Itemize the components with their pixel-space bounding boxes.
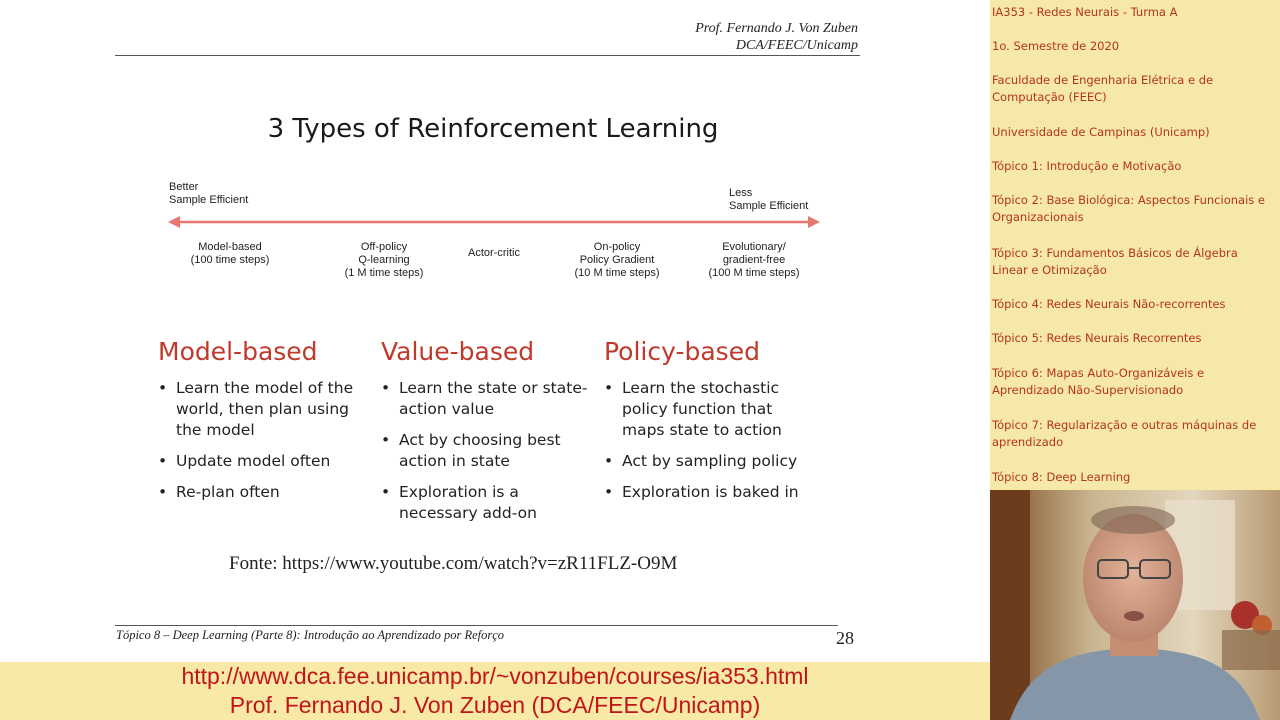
footer-topic: Tópico 8 – Deep Learning (Parte 8): Introdução ao Aprendizado por Reforço: [116, 628, 505, 642]
footer-divider: [115, 625, 838, 626]
double-arrow-icon: [168, 214, 820, 236]
spectrum-right-label: Less Sample Efficient: [729, 187, 809, 212]
presenter-video-image: [990, 490, 1280, 720]
list-item-text: Learn the stochastic policy function that maps state to action: [622, 379, 782, 439]
source-citation: Fonte: https://www.youtube.com/watch?v=zR11FLZ-O9M: [229, 553, 678, 574]
list-item-text: Act by choosing best action in state: [399, 431, 561, 470]
list-item: [604, 378, 814, 441]
bullet-list: [604, 378, 814, 503]
list-item-text: Learn the state or state-action value: [399, 379, 588, 418]
outline-item-topic-5[interactable]: Tópico 5: Redes Neurais Recorrentes: [992, 331, 1202, 345]
list-item: [604, 482, 814, 503]
outline-item-course[interactable]: IA353 - Redes Neurais - Turma A: [992, 5, 1178, 19]
bullet-list: [381, 378, 591, 524]
bullet-icon: •: [158, 379, 168, 397]
spectrum-item-actor-critic: Actor-critic: [468, 247, 520, 259]
list-item-text: Act by sampling policy: [622, 452, 798, 470]
bullet-icon: •: [381, 431, 391, 449]
header-author: Prof. Fernando J. Von Zuben: [695, 21, 858, 36]
list-item-text: Learn the model of the world, then plan using the model: [176, 379, 354, 439]
column-heading: Policy-based: [604, 337, 760, 366]
spectrum-item-model-based: Model-based (100 time steps): [190, 241, 270, 266]
course-banner: [0, 662, 990, 720]
list-item: [381, 482, 591, 524]
outline-item-topic-6[interactable]: Tópico 6: Mapas Auto-Organizáveis e Aprendizado Não-Supervisionado: [992, 366, 1205, 397]
outline-item-semester[interactable]: 1o. Semestre de 2020: [992, 39, 1120, 53]
presenter-webcam: [990, 490, 1280, 720]
column-heading: Model-based: [158, 337, 318, 366]
list-item: [158, 378, 368, 441]
spectrum-item-off-policy: Off-policy Q-learning (1 M time steps): [344, 241, 424, 279]
outline-item-topic-8[interactable]: Tópico 8: Deep Learning: [992, 470, 1131, 484]
topic-outline-panel: [990, 0, 1280, 490]
outline-item-university[interactable]: Universidade de Campinas (Unicamp): [992, 125, 1210, 139]
column-value-based: [381, 336, 591, 534]
outline-item-topic-7[interactable]: Tópico 7: Regularização e outras máquinas de aprendizado: [992, 418, 1257, 449]
header-department: DCA/FEEC/Unicamp: [735, 38, 858, 53]
header-divider: [115, 55, 860, 56]
bullet-icon: •: [158, 452, 168, 470]
bullet-icon: •: [381, 483, 391, 501]
professor-credit: Prof. Fernando J. Von Zuben (DCA/FEEC/Unicamp): [229, 692, 761, 718]
outline-item-topic-4[interactable]: Tópico 4: Redes Neurais Não-recorrentes: [992, 297, 1226, 311]
column-heading: Value-based: [381, 337, 535, 366]
list-item: [381, 430, 591, 472]
outline-item-topic-2[interactable]: Tópico 2: Base Biológica: Aspectos Funcionais e Organizacionais: [992, 193, 1265, 224]
list-item-text: Exploration is a necessary add-on: [399, 483, 537, 522]
list-item: [158, 482, 368, 503]
spectrum-item-on-policy: On-policy Policy Gradient (10 M time steps): [574, 241, 660, 279]
outline-item-topic-1[interactable]: Tópico 1: Introdução e Motivação: [992, 159, 1182, 173]
list-item: [158, 451, 368, 472]
list-item-text: Update model often: [176, 452, 331, 470]
spectrum-left-label: Better Sample Efficient: [169, 181, 249, 206]
bullet-icon: •: [381, 379, 391, 397]
list-item: [381, 378, 591, 420]
outline-item-faculty[interactable]: Faculdade de Engenharia Elétrica e de Computação (FEEC): [992, 73, 1214, 104]
column-model-based: [158, 336, 368, 513]
slide-title-text: 3 Types of Reinforcement Learning: [267, 114, 719, 144]
slide-title: [0, 114, 990, 144]
list-item-text: Re-plan often: [176, 483, 280, 501]
page-number: 28: [836, 628, 854, 648]
bullet-icon: •: [604, 379, 614, 397]
bullet-list: [158, 378, 368, 503]
list-item: [604, 451, 814, 472]
outline-item-topic-3[interactable]: Tópico 3: Fundamentos Básicos de Álgebra Linear e Otimização: [992, 246, 1238, 277]
list-item-text: Exploration is baked in: [622, 483, 799, 501]
bullet-icon: •: [604, 452, 614, 470]
bullet-icon: •: [604, 483, 614, 501]
spectrum-item-evolutionary: Evolutionary/ gradient-free (100 M time steps): [708, 241, 800, 279]
column-policy-based: [604, 336, 814, 513]
course-url-link[interactable]: http://www.dca.fee.unicamp.br/~vonzuben/courses/ia353.html: [181, 663, 809, 689]
bullet-icon: •: [158, 483, 168, 501]
